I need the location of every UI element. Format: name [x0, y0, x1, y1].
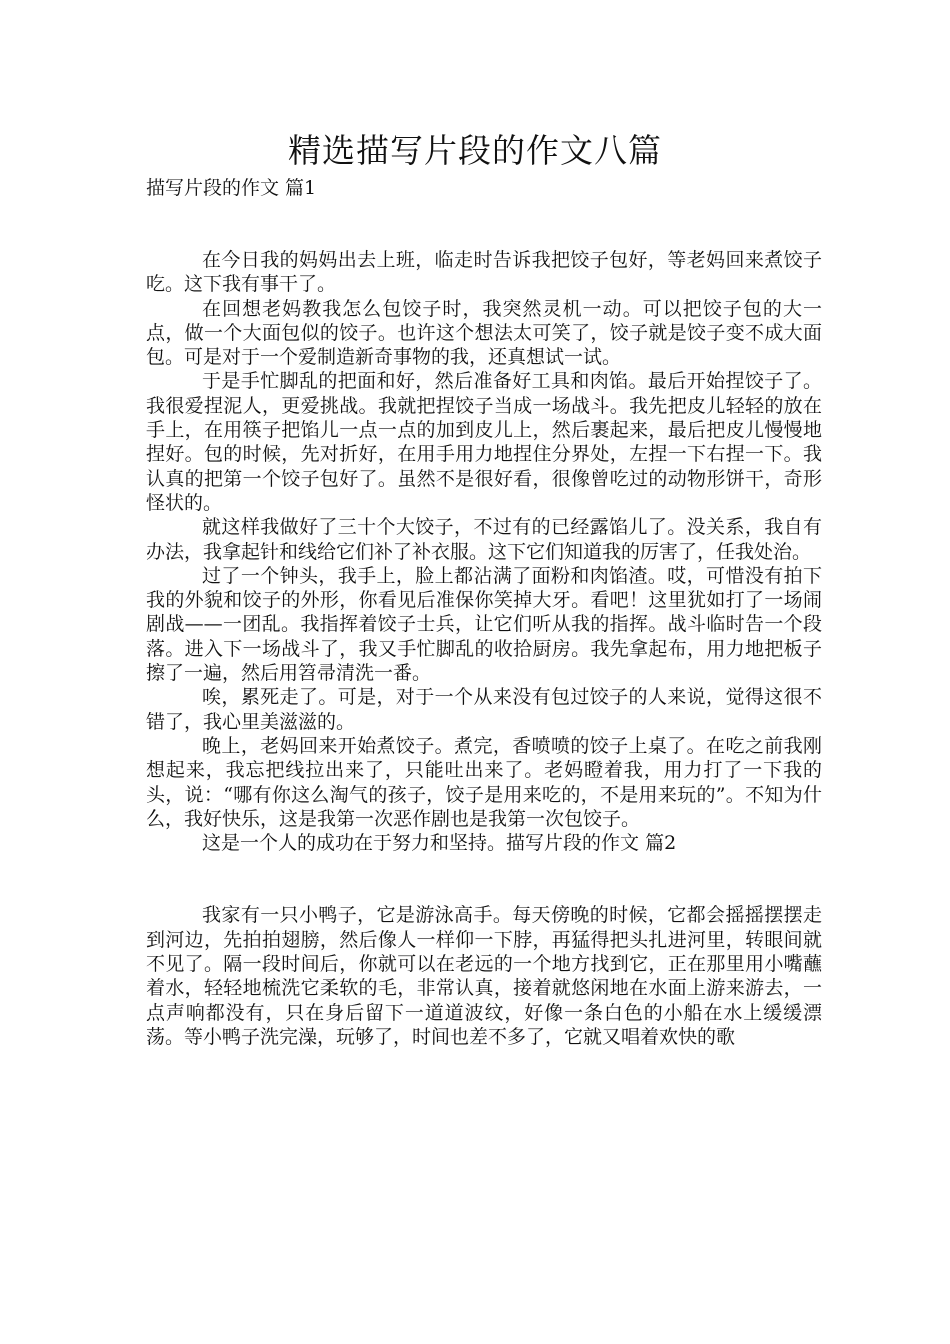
- paragraph-with-section-heading-2: 这是一个人的成功在于努力和坚持。描写片段的作文 篇2: [202, 832, 677, 855]
- paragraph: 我家有一只小鸭子，它是游泳高手。每天傍晚的时候，它都会摇摇摆摆走到河边，先拍拍翅膀，然后像人一样仰一下脖，再猛得把头扎进河里，转眼间就不见了。隔一段时间后，你就可以在老远的一个地方找到它，正在那里用小嘴蘸着水，轻轻地梳洗它柔软的毛，非常认真，接着就悠闲地在水面上游来游去，一点声响都没有，只在身后留下一道道波纹，好像一条白色的小船在水上缓缓漂荡。等小鸭子洗完澡，玩够了，时间也差不多了，它就又唱着欢快的歌: [146, 904, 822, 1048]
- paragraph: 晚上，老妈回来开始煮饺子。煮完，香喷喷的饺子上桌了。在吃之前我刚想起来，我忘把线拉出来了，只能吐出来了。老妈瞪着我，用力打了一下我的头，说：“哪有你这么淘气的孩子，饺子是用来吃的，不是用来玩的”。不知为什么，我好快乐，这是我第一次恶作剧也是我第一次包饺子。: [146, 734, 822, 830]
- document-title: 精选描写片段的作文八篇: [288, 131, 662, 170]
- paragraph: 在今日我的妈妈出去上班，临走时告诉我把饺子包好，等老妈回来煮饺子吃。这下我有事干了。: [146, 249, 822, 296]
- paragraph: 就这样我做好了三十个大饺子，不过有的已经露馅儿了。没关系，我自有办法，我拿起针和线给它们补了补衣服。这下它们知道我的厉害了，任我处治。: [146, 516, 822, 563]
- document-body: [146, 248, 822, 1049]
- paragraph: 于是手忙脚乱的把面和好，然后准备好工具和肉馅。最后开始捏饺子了。我很爱捏泥人，更爱挑战。我就把捏饺子当成一场战斗。我先把皮儿轻轻的放在手上，在用筷子把馅儿一点一点的加到皮儿上，然后裹起来，最后把皮儿慢慢地捏好。包的时候，先对折好，在用手用力地捏住分界处，左捏一下右捏一下。我认真的把第一个饺子包好了。虽然不是很好看，很像曾吃过的动物形饼干，奇形怪状的。: [146, 370, 822, 514]
- paragraph: 过了一个钟头，我手上，脸上都沾满了面粉和肉馅渣。哎，可惜没有拍下我的外貌和饺子的外形，你看见后准保你笑掉大牙。看吧！这里犹如打了一场闹剧战——一团乱。我指挥着饺子士兵，让它们听从我的指挥。战斗临时告一个段落。进入下一场战斗了，我又手忙脚乱的收拾厨房。我先拿起布，用力地把板子擦了一遍，然后用笤帚清洗一番。: [146, 564, 822, 685]
- paragraph: 唉，累死走了。可是，对于一个从来没有包过饺子的人来说，觉得这很不错了，我心里美滋滋的。: [146, 686, 822, 733]
- section-heading-1: 描写片段的作文 篇1: [146, 177, 317, 199]
- paragraph: 在回想老妈教我怎么包饺子时，我突然灵机一动。可以把饺子包的大一点，做一个大面包似的饺子。也许这个想法太可笑了，饺子就是饺子变不成大面包。可是对于一个爱制造新奇事物的我，还真想试一试。: [146, 297, 822, 369]
- section-gap: [146, 855, 822, 903]
